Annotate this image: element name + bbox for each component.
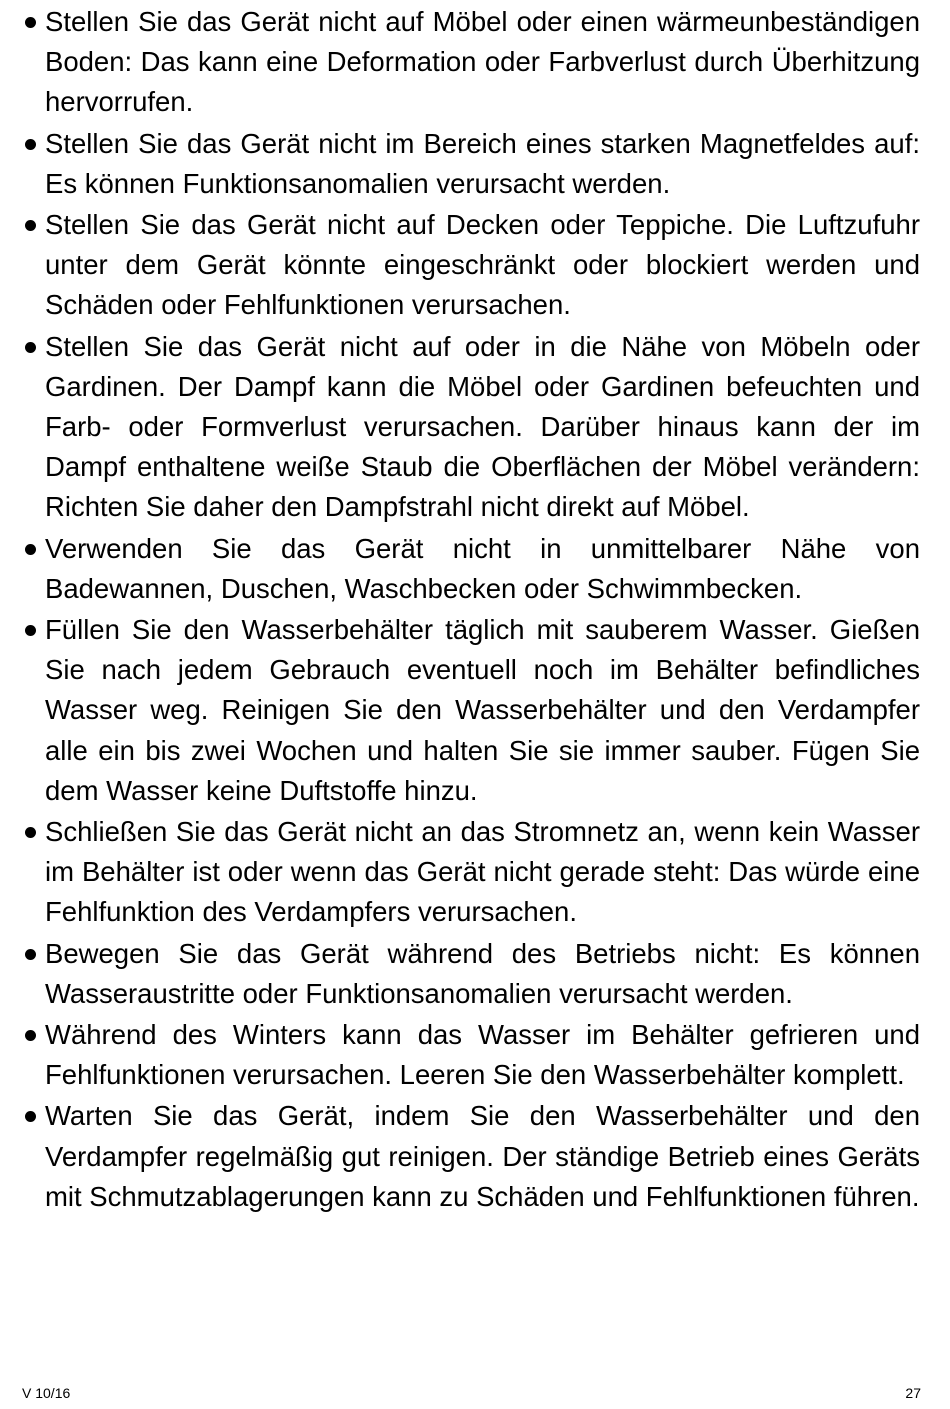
list-item [22,1015,920,1095]
bullet-icon [25,625,36,636]
bullet-icon [25,544,36,555]
list-item-text: Stellen Sie das Gerät nicht auf oder in die Nähe von Möbeln oder Gardinen. Der Dampf kann die Möbel oder Gardinen befeuchten und Farb- oder Formverlust verursachen. Darüber hinaus kann der im Dampf enthaltene weiße Staub die Oberflächen der Möbel verändern: Richten Sie daher den Dampfstrahl nicht direkt auf Möbel. [45,330,920,523]
bullet-icon [25,1111,36,1122]
safety-instructions-list [22,2,920,1217]
list-item [22,934,920,1014]
list-item-text: Schließen Sie das Gerät nicht an das Stromnetz an, wenn kein Wasser im Behälter ist oder wenn das Gerät nicht gerade steht: Das würde eine Fehlfunktion des Verdampfers verursachen. [45,816,920,928]
bullet-icon [25,17,36,28]
footer-version: V 10/16 [22,1385,71,1401]
list-item [22,1096,920,1217]
list-item-text: Warten Sie das Gerät, indem Sie den Wasserbehälter und den Verdampfer regelmäßig gut reinigen. Der ständige Betrieb eines Geräts mit Schmutzablagerungen kann zu Schäden und Fehlfunktionen führen. [45,1100,920,1212]
list-item-text: Bewegen Sie das Gerät während des Betriebs nicht: Es können Wasseraustritte oder Funktionsanomalien verursacht werden. [45,937,920,1009]
list-item [22,529,920,609]
list-item [22,610,920,811]
list-item [22,2,920,123]
bullet-icon [25,1030,36,1041]
list-item [22,327,920,528]
list-item-text: Verwenden Sie das Gerät nicht in unmittelbarer Nähe von Badewannen, Duschen, Waschbecken oder Schwimmbecken. [45,532,920,604]
list-item [22,205,920,326]
bullet-icon [25,827,36,838]
bullet-icon [25,949,36,960]
list-item-text: Während des Winters kann das Wasser im Behälter gefrieren und Fehlfunktionen verursachen. Leeren Sie den Wasserbehälter komplett. [45,1019,920,1091]
list-item-text: Stellen Sie das Gerät nicht auf Möbel oder einen wärmeunbeständigen Boden: Das kann eine Deformation oder Farbverlust durch Überhitzung hervorrufen. [45,6,920,118]
bullet-icon [25,220,36,231]
list-item [22,124,920,204]
page-content [22,2,920,1218]
footer-page-number: 27 [905,1385,921,1401]
list-item [22,812,920,933]
list-item-text: Füllen Sie den Wasserbehälter täglich mit sauberem Wasser. Gießen Sie nach jedem Gebrauch eventuell noch im Behälter befindliches Wasser weg. Reinigen Sie den Wasserbehälter und den Verdampfer alle ein bis zwei Wochen und halten Sie sie immer sauber. Fügen Sie dem Wasser keine Duftstoffe hinzu. [45,614,920,806]
list-item-text: Stellen Sie das Gerät nicht im Bereich eines starken Magnetfeldes auf: Es können Funktionsanomalien verursacht werden. [45,127,920,199]
bullet-icon [25,139,36,150]
bullet-icon [25,342,36,353]
list-item-text: Stellen Sie das Gerät nicht auf Decken oder Teppiche. Die Luftzufuhr unter dem Gerät könnte eingeschränkt oder blockiert werden und Schäden oder Fehlfunktionen verursachen. [45,209,920,321]
